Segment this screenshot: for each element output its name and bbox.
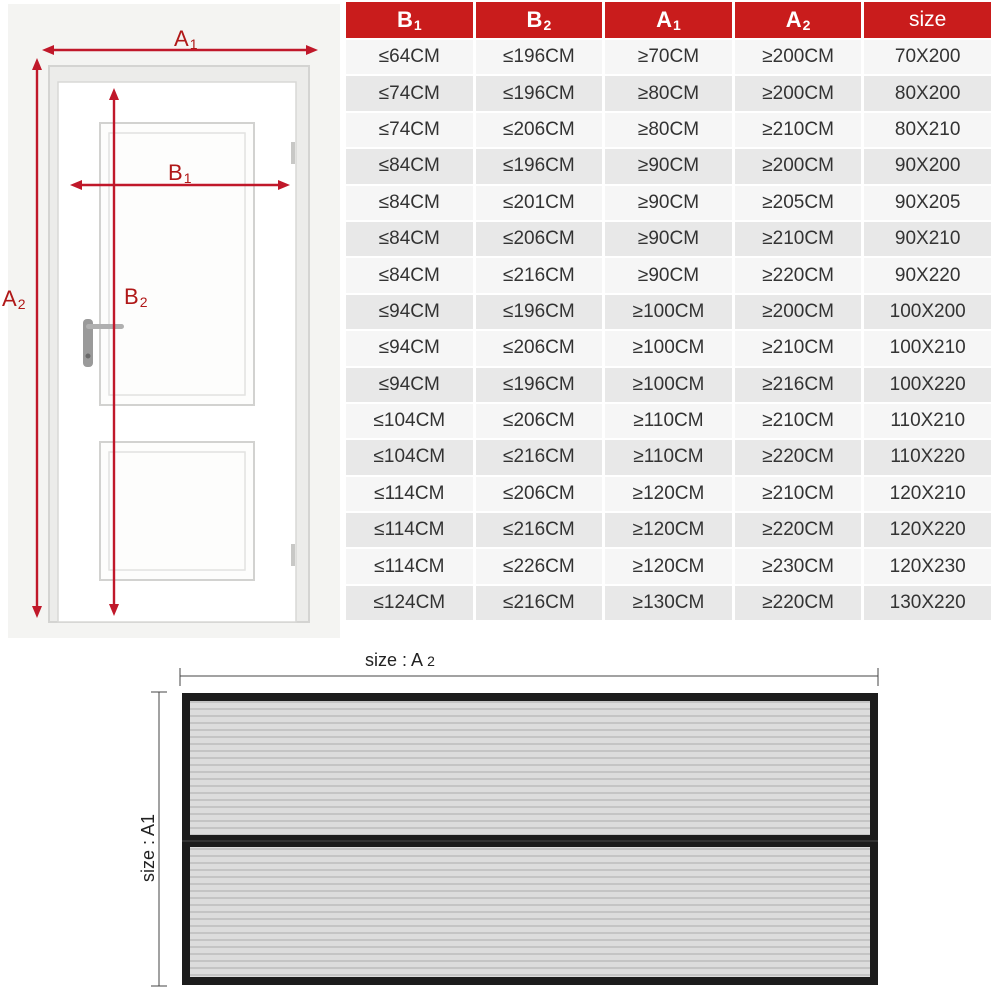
cell-b1: ≤114CM: [346, 549, 473, 583]
header-size: size: [864, 2, 991, 38]
cell-a2: ≥220CM: [735, 258, 862, 292]
cell-a2: ≥200CM: [735, 40, 862, 74]
cell-size: 80X200: [864, 76, 991, 110]
cell-b1: ≤94CM: [346, 368, 473, 402]
cell-a1: ≥70CM: [605, 40, 732, 74]
cell-b1: ≤74CM: [346, 76, 473, 110]
cell-size: 80X210: [864, 113, 991, 147]
cell-a2: ≥220CM: [735, 513, 862, 547]
cell-size: 120X220: [864, 513, 991, 547]
cell-size: 90X220: [864, 258, 991, 292]
cell-b2: ≤216CM: [476, 586, 603, 620]
table-row: [346, 440, 991, 474]
cell-size: 110X210: [864, 404, 991, 438]
door-drawing: [8, 4, 340, 638]
table-row: [346, 186, 991, 220]
table-row: [346, 295, 991, 329]
label-b2: B2: [124, 284, 148, 310]
cell-a1: ≥100CM: [605, 331, 732, 365]
table-row: [346, 331, 991, 365]
table-row: [346, 404, 991, 438]
cell-b1: ≤84CM: [346, 149, 473, 183]
table-row: [346, 258, 991, 292]
cell-b1: ≤64CM: [346, 40, 473, 74]
cell-b1: ≤124CM: [346, 586, 473, 620]
cell-a2: ≥210CM: [735, 222, 862, 256]
cell-b1: ≤104CM: [346, 404, 473, 438]
cell-a2: ≥210CM: [735, 404, 862, 438]
label-a1: A1: [174, 26, 198, 52]
label-a2: A2: [2, 286, 26, 312]
cell-size: 90X210: [864, 222, 991, 256]
cell-a1: ≥100CM: [605, 368, 732, 402]
table-row: [346, 586, 991, 620]
cell-a1: ≥100CM: [605, 295, 732, 329]
cell-b2: ≤196CM: [476, 295, 603, 329]
label-b1: B1: [168, 160, 192, 186]
cell-size: 100X220: [864, 368, 991, 402]
cell-b1: ≤84CM: [346, 222, 473, 256]
cell-size: 130X220: [864, 586, 991, 620]
cell-a2: ≥216CM: [735, 368, 862, 402]
cell-a2: ≥200CM: [735, 295, 862, 329]
screen-illustration: [0, 640, 994, 990]
cell-size: 70X200: [864, 40, 991, 74]
cell-a1: ≥90CM: [605, 222, 732, 256]
cell-b2: ≤226CM: [476, 549, 603, 583]
size-table-header-row: [346, 2, 991, 38]
size-table-body: [346, 40, 991, 620]
cell-a2: ≥210CM: [735, 477, 862, 511]
cell-b2: ≤216CM: [476, 258, 603, 292]
cell-a2: ≥220CM: [735, 586, 862, 620]
table-row: [346, 149, 991, 183]
cell-a2: ≥220CM: [735, 440, 862, 474]
header-b2: B2: [476, 2, 603, 38]
cell-a2: ≥205CM: [735, 186, 862, 220]
cell-a1: ≥80CM: [605, 76, 732, 110]
table-row: [346, 477, 991, 511]
table-row: [346, 513, 991, 547]
cell-b2: ≤196CM: [476, 40, 603, 74]
cell-b2: ≤216CM: [476, 513, 603, 547]
cell-b2: ≤216CM: [476, 440, 603, 474]
label-size-a2: size : A 2: [365, 650, 435, 670]
cell-size: 90X205: [864, 186, 991, 220]
label-size-a1: size : A1: [138, 813, 158, 883]
cell-b2: ≤206CM: [476, 222, 603, 256]
cell-size: 110X220: [864, 440, 991, 474]
cell-a1: ≥80CM: [605, 113, 732, 147]
cell-b1: ≤104CM: [346, 440, 473, 474]
header-b1: B1: [346, 2, 473, 38]
door-illustration: [2, 4, 340, 638]
cell-a2: ≥210CM: [735, 331, 862, 365]
cell-a1: ≥120CM: [605, 477, 732, 511]
header-a1: A1: [605, 2, 732, 38]
cell-a1: ≥110CM: [605, 404, 732, 438]
cell-size: 120X230: [864, 549, 991, 583]
cell-b1: ≤114CM: [346, 513, 473, 547]
table-row: [346, 76, 991, 110]
cell-a1: ≥90CM: [605, 149, 732, 183]
cell-a1: ≥120CM: [605, 549, 732, 583]
cell-size: 100X210: [864, 331, 991, 365]
cell-size: 90X200: [864, 149, 991, 183]
cell-size: 120X210: [864, 477, 991, 511]
header-a2: A2: [735, 2, 862, 38]
cell-b1: ≤94CM: [346, 331, 473, 365]
width-dimension-line: [180, 668, 878, 686]
cell-b1: ≤84CM: [346, 186, 473, 220]
cell-a1: ≥110CM: [605, 440, 732, 474]
cell-b2: ≤196CM: [476, 149, 603, 183]
table-row: [346, 222, 991, 256]
table-row: [346, 549, 991, 583]
hinge-top: [291, 142, 295, 164]
cell-b1: ≤84CM: [346, 258, 473, 292]
size-table: [343, 0, 994, 622]
cell-a1: ≥90CM: [605, 186, 732, 220]
cell-a2: ≥210CM: [735, 113, 862, 147]
cell-b1: ≤114CM: [346, 477, 473, 511]
cell-a1: ≥130CM: [605, 586, 732, 620]
table-row: [346, 113, 991, 147]
table-row: [346, 40, 991, 74]
cell-a2: ≥230CM: [735, 549, 862, 583]
cell-b2: ≤206CM: [476, 331, 603, 365]
cell-b2: ≤206CM: [476, 477, 603, 511]
cell-b2: ≤196CM: [476, 368, 603, 402]
cell-b2: ≤201CM: [476, 186, 603, 220]
screen-mesh-lower: [190, 847, 870, 977]
table-row: [346, 368, 991, 402]
cell-b1: ≤74CM: [346, 113, 473, 147]
cell-b2: ≤206CM: [476, 404, 603, 438]
cell-a1: ≥120CM: [605, 513, 732, 547]
screen-mesh-upper: [190, 701, 870, 835]
cell-b2: ≤206CM: [476, 113, 603, 147]
cell-b1: ≤94CM: [346, 295, 473, 329]
cell-b2: ≤196CM: [476, 76, 603, 110]
door-lower-panel: [100, 442, 254, 580]
cell-a2: ≥200CM: [735, 76, 862, 110]
cell-a2: ≥200CM: [735, 149, 862, 183]
cell-size: 100X200: [864, 295, 991, 329]
hinge-bottom: [291, 544, 295, 566]
cell-a1: ≥90CM: [605, 258, 732, 292]
